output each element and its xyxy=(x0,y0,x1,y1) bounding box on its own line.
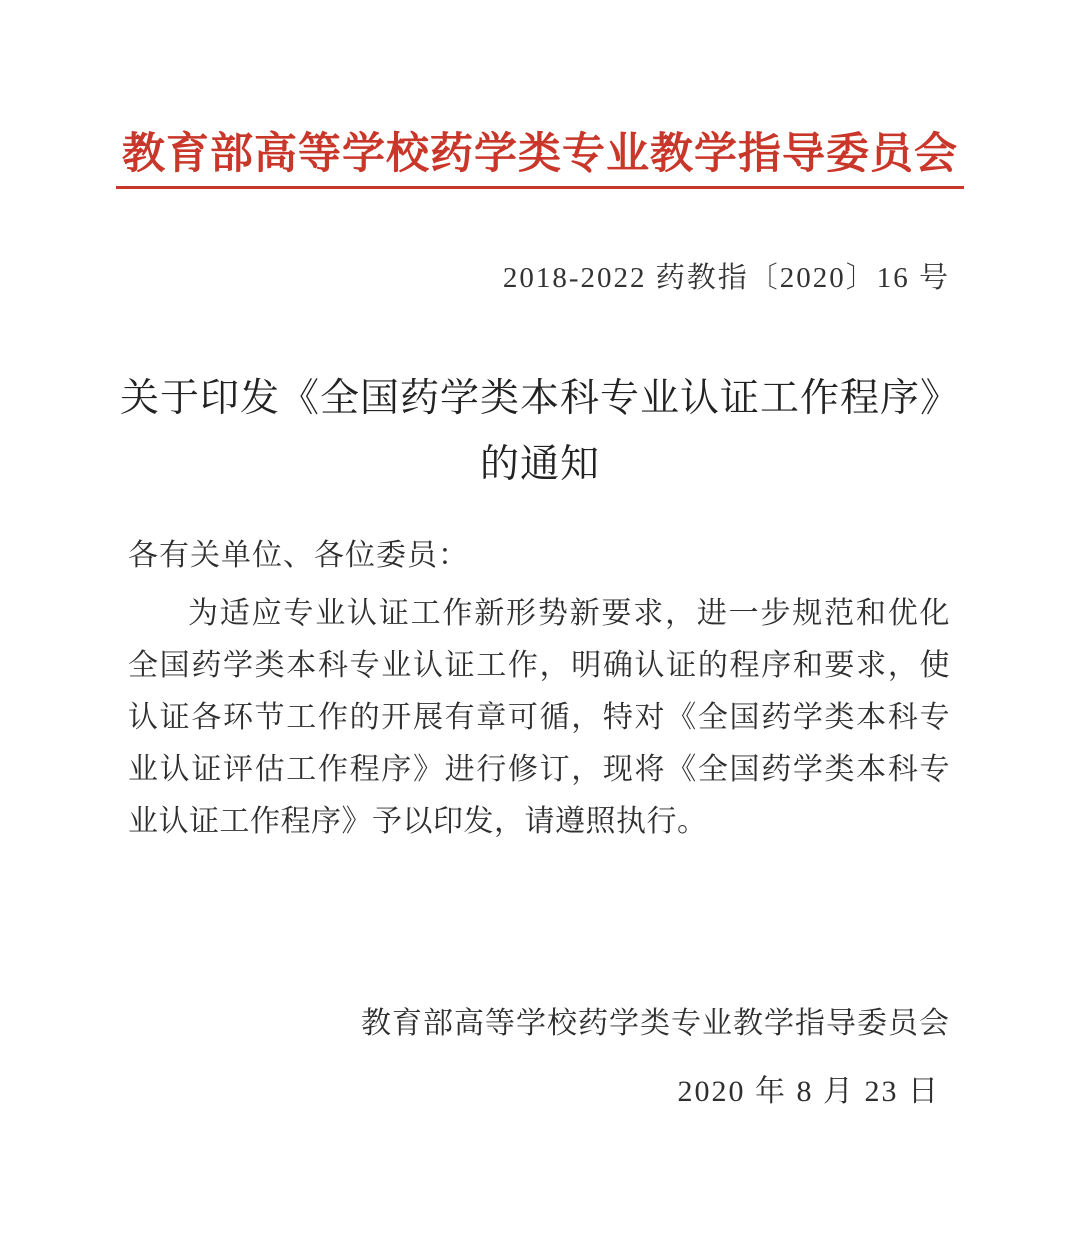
doc-title-line1: 关于印发《全国药学类本科专业认证工作程序》 xyxy=(119,376,960,420)
org-header xyxy=(0,128,1080,189)
doc-number: 2018-2022 药教指〔2020〕16 号 xyxy=(502,261,950,294)
salutation: 各有关单位、各位委员： xyxy=(128,538,469,572)
signature-org: 教育部高等学校药学类专业教学指导委员会 xyxy=(361,1006,950,1040)
doc-title-line2: 的通知 xyxy=(479,442,600,486)
doc-title xyxy=(0,366,1080,498)
body-paragraph: 为适应专业认证工作新形势新要求，进一步规范和优化全国药学类本科专业认证工作，明确认证的程序和要求，使认证各环节工作的开展有章可循，特对《全国药学类本科专业认证评估工作程序》进行修订，现将《全国药学类本科专业认证工作程序》予以印发，请遵照执行。 xyxy=(128,596,950,838)
signature-date: 2020 年 8 月 23 日 xyxy=(677,1074,940,1108)
org-header-text: 教育部高等学校药学类专业教学指导委员会 xyxy=(116,128,964,189)
document-page xyxy=(0,128,1080,1248)
